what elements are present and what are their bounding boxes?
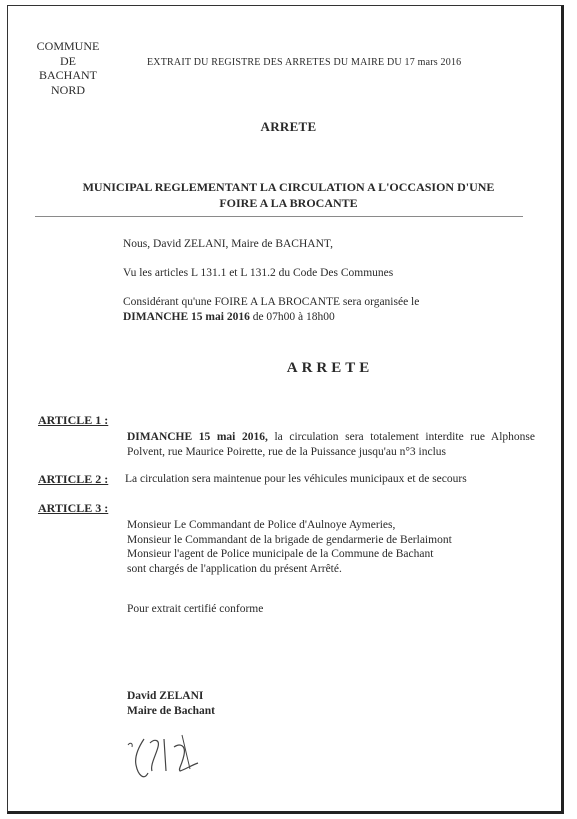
article-3-label: ARTICLE 3 : xyxy=(38,501,109,515)
article-1-text xyxy=(127,430,535,459)
article-2-text: La circulation sera maintenue pour les véhicules municipaux et de secours xyxy=(125,473,467,485)
commune-line: NORD xyxy=(50,82,85,97)
commune-block xyxy=(33,39,103,97)
preamble-nous: Nous, David ZELANI, Maire de BACHANT, xyxy=(123,238,333,250)
signatory-block xyxy=(127,689,215,719)
preamble-considerant xyxy=(123,295,419,325)
article-1-label: ARTICLE 1 : xyxy=(38,413,109,427)
commune-line: BACHANT xyxy=(38,68,97,82)
certified-statement: Pour extrait certifié conforme xyxy=(127,603,264,615)
considerant-hours: de 07h00 à 18h00 xyxy=(249,311,335,323)
document-title: ARRETE xyxy=(260,119,317,134)
considerant-text: Considérant qu'une FOIRE A LA BROCANTE sera organisée le xyxy=(123,296,420,308)
article-3-line: Monsieur Le Commandant de Police d'Aulnoye Aymeries, xyxy=(127,519,396,531)
article-3-text xyxy=(127,518,452,576)
handwritten-signature xyxy=(120,725,220,785)
considerant-date-line xyxy=(123,310,419,325)
article-3-line: Monsieur le Commandant de la brigade de gendarmerie de Berlaimont xyxy=(127,533,452,546)
considerant-date: DIMANCHE 15 mai 2016 xyxy=(123,311,250,323)
commune-line: COMMUNE xyxy=(36,39,100,53)
article-1-body: la circulation sera totalement interdite rue Alphonse Polvent, rue Maurice Poirette, rue de la Puissance jusqu'au n°3 inclus xyxy=(127,431,535,458)
article-3-line: Monsieur l'agent de Police municipale de la Commune de Bachant xyxy=(127,548,434,560)
signatory-name: David ZELANI xyxy=(127,690,204,702)
commune-line: DE xyxy=(60,53,76,68)
registry-extract-header: EXTRAIT DU REGISTRE DES ARRETES DU MAIRE DU 17 mars 2016 xyxy=(147,57,462,68)
arrete-heading: ARRETE xyxy=(286,360,374,376)
subject-line: FOIRE A LA BROCANTE xyxy=(219,196,358,210)
subject-line: MUNICIPAL REGLEMENTANT LA CIRCULATION A L'OCCASION D'UNE xyxy=(82,180,495,194)
article-1-date: DIMANCHE 15 mai 2016, xyxy=(127,431,268,443)
divider xyxy=(35,216,523,217)
article-2-label: ARTICLE 2 : xyxy=(38,472,109,486)
signatory-role: Maire de Bachant xyxy=(127,705,215,717)
article-3-line: sont chargés de l'application du présent Arrêté. xyxy=(127,562,342,575)
document-subject xyxy=(40,179,537,211)
preamble-vu: Vu les articles L 131.1 et L 131.2 du Code Des Communes xyxy=(123,267,394,279)
